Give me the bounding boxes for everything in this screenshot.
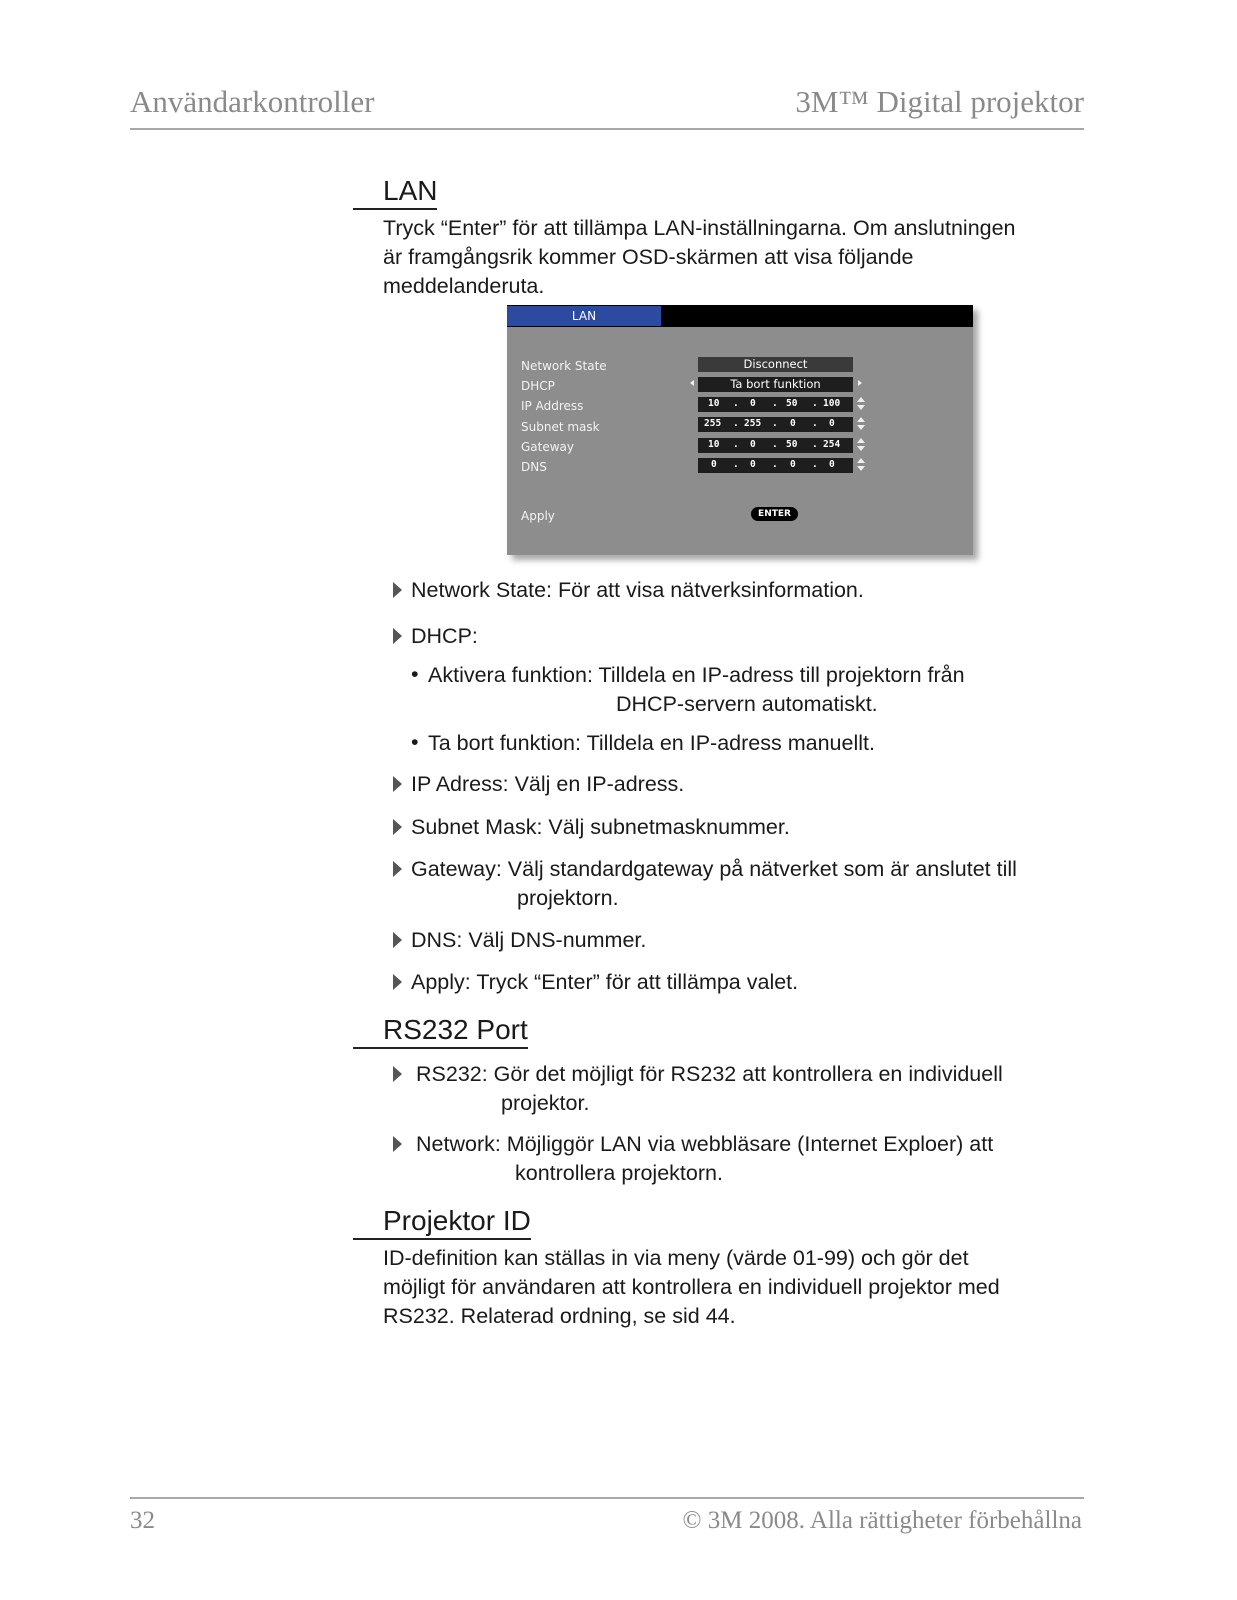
osd-gateway-octet: 10: [708, 439, 720, 450]
projektor-id-text: [383, 1244, 1103, 1331]
page-number: 32: [130, 1507, 155, 1534]
header-section-title: Användarkontroller: [130, 84, 375, 119]
projektor-id-heading: Projektor ID: [353, 1205, 531, 1240]
bullet-arrow-icon: [393, 1066, 402, 1082]
bullet-arrow-icon: [393, 861, 402, 877]
osd-dns-field: 0 . 0 . 0 . 0: [698, 458, 853, 473]
footer-copyright: © 3M 2008. Alla rättigheter förbehållna: [682, 1507, 1082, 1534]
bullet-arrow-icon: [393, 1136, 402, 1152]
bullet-dns: DNS: Välj DNS-nummer.: [393, 926, 646, 955]
header-product-name: 3M™ Digital projektor: [795, 84, 1084, 119]
bullet-network: Network: Möjliggör LAN via webbläsare (Internet Exploer) att: [393, 1130, 993, 1159]
osd-dns-octet: 0: [829, 459, 835, 470]
osd-gateway-octet: 254: [823, 439, 841, 450]
bullet-apply: Apply: Tryck “Enter” för att tillämpa valet.: [393, 968, 798, 997]
lan-heading: LAN: [353, 175, 437, 210]
dot-bullet-icon: •: [411, 730, 419, 754]
osd-dns-octet: 0: [790, 459, 796, 470]
projektor-id-line: RS232. Relaterad ordning, se sid 44.: [383, 1304, 736, 1328]
osd-dns-octet: 0: [750, 459, 756, 470]
bullet-network-state: Network State: För att visa nätverksinformation.: [393, 576, 864, 605]
lan-intro: [383, 214, 1103, 301]
bullet-rs232: RS232: Gör det möjligt för RS232 att kontrollera en individuell: [393, 1060, 1003, 1089]
rs232-line-2: projektor.: [501, 1091, 590, 1115]
osd-gateway-field: 10 . 0 . 50 . 254: [698, 438, 853, 453]
osd-subnet-octet: 255: [744, 418, 762, 429]
osd-gateway-octet: 50: [786, 439, 798, 450]
osd-up-down-arrows-icon: [857, 458, 865, 472]
osd-up-down-arrows-icon: [857, 417, 865, 431]
osd-up-down-arrows-icon: [857, 438, 865, 452]
dhcp-off-line: Ta bort funktion: Tilldela en IP-adress manuellt.: [428, 731, 875, 755]
projektor-id-line: möjligt för användaren att kontrollera en individuell projektor med: [383, 1275, 1000, 1299]
network-line-2: kontrollera projektorn.: [515, 1161, 723, 1185]
osd-label-dns: DNS: [521, 460, 547, 474]
header-divider: [130, 128, 1084, 130]
osd-gateway-octet: 0: [750, 439, 756, 450]
osd-tab-lan: LAN: [507, 306, 661, 326]
osd-ip-octet: 0: [750, 398, 756, 409]
rs232-heading: RS232 Port: [353, 1014, 528, 1049]
osd-ip-octet: 100: [823, 398, 841, 409]
osd-label-apply: Apply: [521, 509, 555, 523]
osd-dhcp-value: Ta bort funktion: [698, 377, 853, 392]
osd-right-arrow-icon: [858, 380, 862, 386]
osd-ip-octet: 10: [708, 398, 720, 409]
bullet-arrow-icon: [393, 932, 402, 948]
osd-label-dhcp: DHCP: [521, 379, 555, 393]
projektor-id-line: ID-definition kan ställas in via meny (värde 01-99) och gör det: [383, 1246, 969, 1270]
osd-subnet-octet: 255: [704, 418, 722, 429]
osd-subnet-octet: 0: [790, 418, 796, 429]
osd-label-subnet-mask: Subnet mask: [521, 420, 600, 434]
lan-intro-line: är framgångsrik kommer OSD-skärmen att visa följande: [383, 245, 914, 269]
osd-subnet-octet: 0: [829, 418, 835, 429]
osd-dns-octet: 0: [711, 459, 717, 470]
osd-label-ip-address: IP Address: [521, 399, 584, 413]
osd-up-down-arrows-icon: [857, 397, 865, 411]
osd-network-state-value: Disconnect: [698, 357, 853, 372]
bullet-dhcp: DHCP:: [393, 622, 478, 651]
osd-label-gateway: Gateway: [521, 440, 575, 454]
bullet-arrow-icon: [393, 776, 402, 792]
osd-subnet-mask-field: 255 . 255 . 0 . 0: [698, 417, 853, 432]
bullet-arrow-icon: [393, 974, 402, 990]
dhcp-on-line-2: DHCP-servern automatiskt.: [616, 692, 878, 716]
lan-intro-line: Tryck “Enter” för att tillämpa LAN-inställningarna. Om anslutningen: [383, 216, 1016, 240]
bullet-arrow-icon: [393, 628, 402, 644]
bullet-arrow-icon: [393, 582, 402, 598]
osd-left-arrow-icon: [690, 380, 694, 386]
osd-lan-menu-screenshot: [507, 305, 973, 555]
dhcp-on-line-1: Aktivera funktion: Tilldela en IP-adress till projektorn från: [428, 663, 965, 687]
footer-divider: [130, 1497, 1084, 1499]
osd-ip-octet: 50: [786, 398, 798, 409]
osd-label-network-state: Network State: [521, 359, 607, 373]
bullet-arrow-icon: [393, 819, 402, 835]
gateway-line-2: projektorn.: [517, 886, 619, 910]
osd-ip-address-field: 10 . 0 . 50 . 100: [698, 397, 853, 412]
bullet-ip-address: IP Adress: Välj en IP-adress.: [393, 770, 684, 799]
osd-enter-button: ENTER: [751, 507, 798, 521]
lan-intro-line: meddelanderuta.: [383, 274, 545, 298]
bullet-subnet-mask: Subnet Mask: Välj subnetmasknummer.: [393, 813, 790, 842]
bullet-gateway: Gateway: Välj standardgateway på nätverket som är anslutet till: [393, 855, 1017, 884]
dot-bullet-icon: •: [411, 662, 419, 686]
